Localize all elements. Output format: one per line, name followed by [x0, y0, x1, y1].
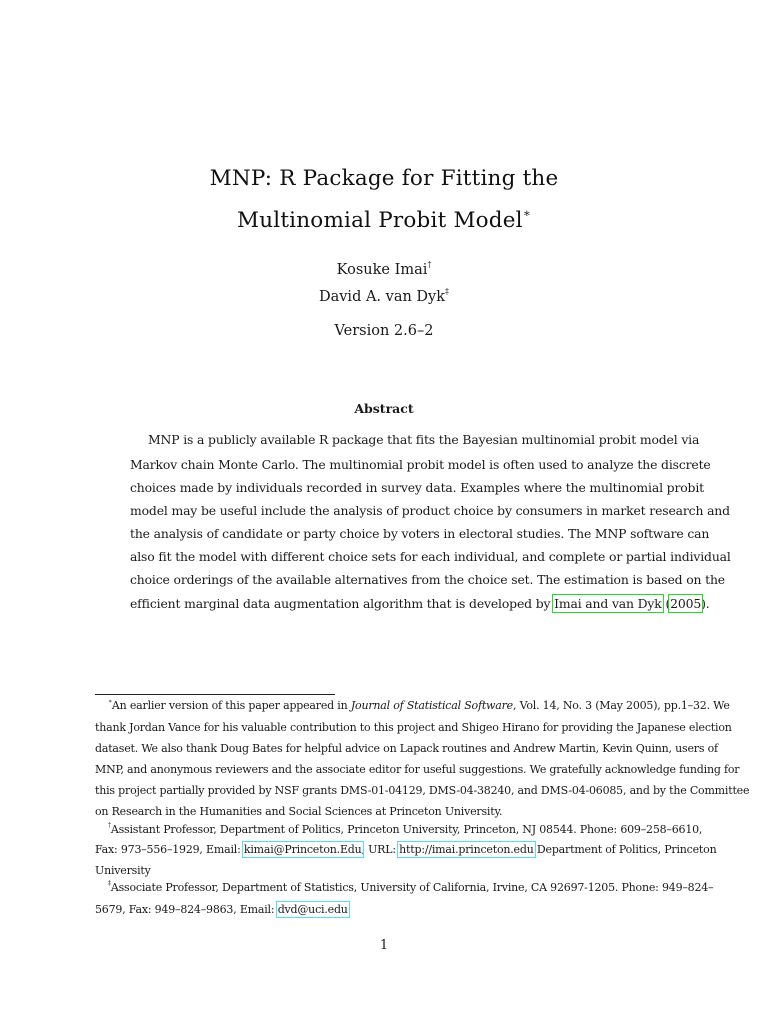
abstract-last-line [130, 596, 710, 611]
footnote-text: Assistant Professor, Department of Politics, Princeton University, Princeton, NJ 08544. Phone: 609–258–6610, [110, 823, 703, 836]
paper-title-line-1: MNP: R Package for Fitting the [209, 166, 559, 191]
author-2 [0, 286, 768, 305]
footnote-text: dataset. We also thank Doug Bates for helpful advice on Lapack routines and Andrew Martin, Kevin Quinn, users of [95, 742, 718, 755]
footnote-line [95, 784, 749, 797]
footnote-line [108, 881, 713, 894]
footnote-line [108, 699, 730, 712]
footnote-text: thank Jordan Vance for his valuable contribution to this project and Shigeo Hirano for providing the Japanese election [95, 721, 732, 734]
footnote-rule [95, 694, 335, 695]
abstract-line-text: efficient marginal data augmentation algorithm that is developed by [130, 596, 555, 611]
footnote-line [95, 864, 151, 877]
footnote-text: , URL: [361, 843, 400, 856]
author-1 [0, 259, 768, 278]
footnote-line [108, 823, 702, 836]
citation-link-authors[interactable]: Imai and van Dyk [554, 596, 662, 611]
abstract-line: the analysis of candidate or party choice by voters in electoral studies. The MNP software can [130, 526, 710, 541]
abstract-line: Markov chain Monte Carlo. The multinomial probit model is often used to analyze the discrete [130, 457, 711, 472]
footnote-line [95, 903, 348, 916]
footnote-mark: † [108, 822, 111, 830]
author-1-name: Kosuke Imai [336, 262, 428, 278]
version-label: Version 2.6–2 [334, 323, 434, 339]
citation-close-paren: ). [701, 596, 710, 611]
citation-link-year[interactable]: 2005 [670, 596, 702, 611]
paper-title-text: Multinomial Probit Model [237, 208, 523, 233]
footnote-mark: ‡ [108, 880, 111, 888]
footnote-line [95, 763, 739, 776]
abstract-line: model may be useful include the analysis of product choice by consumers in market research and [130, 503, 730, 518]
author-1-footnote-mark: † [427, 259, 432, 269]
footnote-link[interactable]: dvd@uci.edu [277, 903, 348, 916]
footnote-text: Fax: 973–556–1929, Email: [95, 843, 244, 856]
footnote-text: Associate Professor, Department of Statistics, University of California, Irvine, CA 92697-1205. Phone: 949–824– [110, 881, 714, 894]
footnote-link[interactable]: kimai@Princeton.Edu [243, 843, 362, 856]
citation-open-paren: ( [661, 596, 671, 611]
abstract-heading: Abstract [354, 401, 414, 416]
footnote-text: 5679, Fax: 949–824–9863, Email: [95, 903, 278, 916]
footnote-text: , Vol. 14, No. 3 (May 2005), pp.1–32. We [513, 699, 730, 712]
footnote-line [95, 742, 718, 755]
abstract-line: choice orderings of the available alternatives from the choice set. The estimation is based on the [130, 572, 725, 587]
footnote-line [95, 843, 716, 856]
author-2-footnote-mark: ‡ [445, 286, 450, 296]
footnote-text: An earlier version of this paper appeared in [111, 699, 351, 712]
footnote-mark: ∗ [108, 698, 112, 706]
journal-name: Journal of Statistical Software [350, 699, 513, 712]
footnote-text: MNP, and anonymous reviewers and the associate editor for useful suggestions. We gratefully acknowledge funding for [95, 763, 740, 776]
footnote-text: Department of Politics, Princeton [533, 843, 717, 856]
abstract-line: MNP is a publicly available R package that fits the Bayesian multinomial probit model via [148, 432, 700, 447]
paper-title-line-2 [0, 208, 768, 233]
footnote-line [95, 805, 502, 818]
abstract-line: choices made by individuals recorded in survey data. Examples where the multinomial probit [130, 480, 704, 495]
footnote-text: on Research in the Humanities and Social Sciences at Princeton University. [95, 805, 503, 818]
footnote-text: University [95, 864, 151, 877]
footnote-link[interactable]: http://imai.princeton.edu [399, 843, 534, 856]
author-2-name: David A. van Dyk [318, 289, 446, 305]
footnote-line [95, 721, 732, 734]
footnote-text: this project partially provided by NSF grants DMS-01-04129, DMS-04-38240, and DMS-04-06085, and by the Committee [95, 784, 750, 797]
page-number: 1 [379, 938, 389, 953]
title-footnote-mark: ∗ [522, 206, 531, 221]
abstract-line: also fit the model with different choice sets for each individual, and complete or partial individual [130, 549, 731, 564]
